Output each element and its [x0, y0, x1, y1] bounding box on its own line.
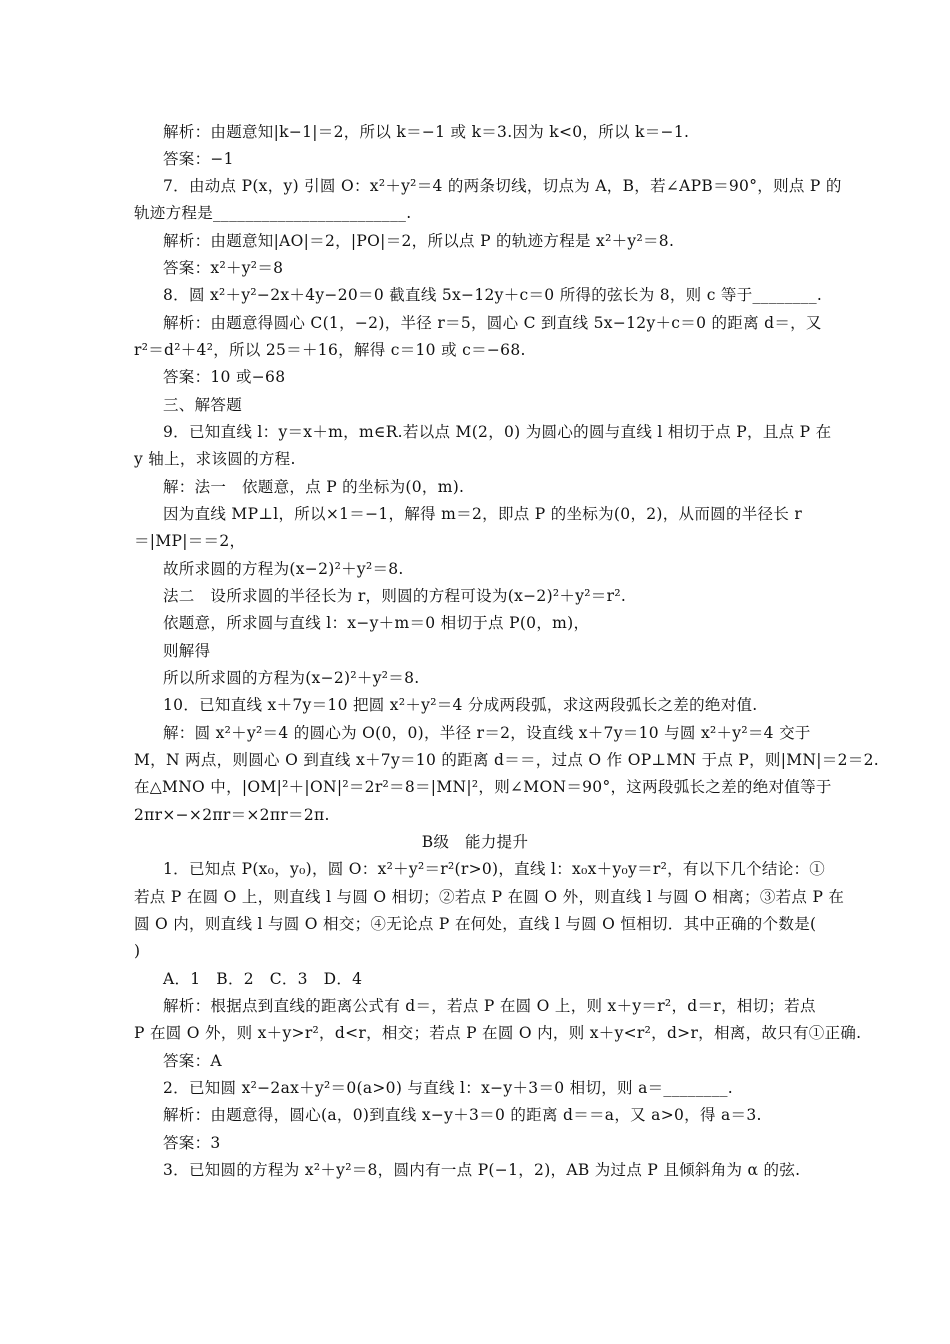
- text-line: y 轴上，求该圆的方程.: [134, 450, 296, 468]
- text-line: 解：圆 x²＋y²＝4 的圆心为 O(0，0)，半径 r＝2，设直线 x＋7y＝10 与圆 x²＋y²＝4 交于: [163, 724, 811, 742]
- question-line: 7．由动点 P(x，y) 引圆 O：x²＋y²＝4 的两条切线，切点为 A，B，若∠APB＝90°，则点 P 的: [163, 177, 842, 195]
- question-line: 1．已知点 P(x₀，y₀)，圆 O：x²＋y²＝r²(r>0)，直线 l：x₀x＋y₀y＝r²，有以下几个结论：①: [163, 860, 826, 878]
- text-line: 所以所求圆的方程为(x−2)²＋y²＝8.: [163, 669, 420, 687]
- text-line: 解析：由题意得，圆心(a，0)到直线 x−y＋3＝0 的距离 d＝＝a，又 a>0，得 a＝3.: [163, 1106, 762, 1124]
- text-line: 若点 P 在圆 O 上，则直线 l 与圆 O 相切；②若点 P 在圆 O 外，则直线 l 与圆 O 相离；③若点 P 在: [134, 888, 845, 906]
- text-line: 因为直线 MP⊥l，所以×1＝−1，解得 m＝2，即点 P 的坐标为(0，2)，从而圆的半径长 r: [163, 505, 803, 523]
- text-line: 解析：根据点到直线的距离公式有 d＝，若点 P 在圆 O 上，则 x＋y＝r²，d＝r，相切；若点: [163, 997, 816, 1015]
- text-line: 答案：−1: [163, 150, 234, 168]
- question-line: 8．圆 x²＋y²−2x＋4y−20＝0 截直线 5x−12y＋c＝0 所得的弦长为 8，则 c 等于________.: [163, 286, 823, 304]
- text-line: 轨迹方程是________________________.: [134, 204, 412, 222]
- text-line: 法二 设所求圆的半径长为 r，则圆的方程可设为(x−2)²＋y²＝r².: [163, 587, 627, 605]
- text-line: 答案：10 或−68: [163, 368, 286, 386]
- question-line: 10．已知直线 x＋7y＝10 把圆 x²＋y²＝4 分成两段弧，求这两段弧长之差的绝对值.: [163, 696, 758, 714]
- section-heading: 三、解答题: [163, 396, 243, 414]
- text-line: 解析：由题意知|k−1|＝2，所以 k＝−1 或 k＝3.因为 k<0，所以 k＝−1.: [163, 123, 690, 141]
- text-line: 答案：3: [163, 1134, 221, 1152]
- text-line: 2πr×−×2πr＝×2πr＝2π.: [134, 806, 330, 824]
- text-line: M，N 两点，则圆心 O 到直线 x＋7y＝10 的距离 d＝＝，过点 O 作 OP⊥MN 于点 P，则|MN|＝2＝2.: [134, 751, 879, 769]
- question-line: 9．已知直线 l：y＝x＋m，m∈R.若以点 M(2，0) 为圆心的圆与直线 l 相切于点 P，且点 P 在: [163, 423, 832, 441]
- answer-options: A．1 B．2 C．3 D．4: [163, 970, 363, 988]
- text-line: P 在圆 O 外，则 x＋y>r²，d<r，相交；若点 P 在圆 O 内，则 x＋y<r²，d>r，相离，故只有①正确.: [134, 1024, 862, 1042]
- text-line: 在△MNO 中，|OM|²＋|ON|²＝2r²＝8＝|MN|²，则∠MON＝90°，这两段弧长之差的绝对值等于: [134, 778, 832, 796]
- section-heading: B级 能力提升: [421, 833, 529, 851]
- text-line: 则解得: [163, 642, 211, 660]
- text-line: ＝|MP|＝＝2，: [134, 532, 246, 550]
- text-line: 解析：由题意得圆心 C(1，−2)，半径 r＝5，圆心 C 到直线 5x−12y＋c＝0 的距离 d＝，又: [163, 314, 822, 332]
- text-line: 解：法一 依题意，点 P 的坐标为(0，m).: [163, 478, 465, 496]
- text-line: 圆 O 内，则直线 l 与圆 O 相交；④无论点 P 在何处，直线 l 与圆 O 恒相切．其中正确的个数是(: [134, 915, 817, 933]
- text-line: 故所求圆的方程为(x−2)²＋y²＝8.: [163, 560, 404, 578]
- question-line: 2．已知圆 x²−2ax＋y²＝0(a>0) 与直线 l：x−y＋3＝0 相切，则 a＝________.: [163, 1079, 734, 1097]
- text-line: 答案：A: [163, 1052, 222, 1070]
- text-line: 解析：由题意知|AO|＝2，|PO|＝2，所以点 P 的轨迹方程是 x²＋y²＝8.: [163, 232, 675, 250]
- text-line: r²＝d²＋4²，所以 25＝＋16，解得 c＝10 或 c＝−68.: [134, 341, 526, 359]
- text-line: 答案：x²＋y²＝8: [163, 259, 284, 277]
- text-line: ): [134, 942, 141, 960]
- text-line: 依题意，所求圆与直线 l：x−y＋m＝0 相切于点 P(0，m)，: [163, 614, 590, 632]
- question-line: 3．已知圆的方程为 x²＋y²＝8，圆内有一点 P(−1，2)，AB 为过点 P 且倾斜角为 α 的弦.: [163, 1161, 801, 1179]
